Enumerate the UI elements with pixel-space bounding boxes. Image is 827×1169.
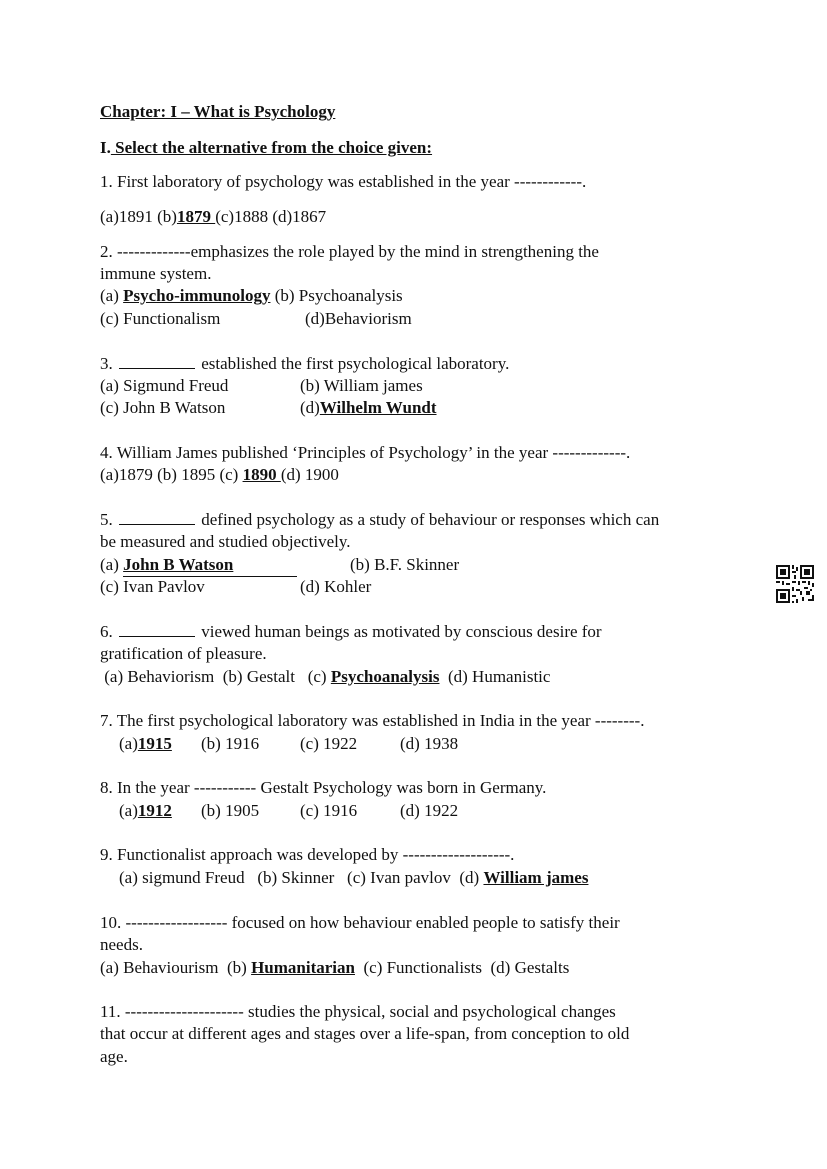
q9-answer: William james <box>483 868 589 887</box>
q10-options-post: (c) Functionalists (d) Gestalts <box>354 958 570 977</box>
q5-text: defined psychology as a study of behaviour or responses which can <box>197 510 660 529</box>
chapter-title: Chapter: I – What is Psychology <box>100 102 336 121</box>
q2-option-d: (d)Behaviorism <box>305 309 412 328</box>
question-6-options <box>100 666 550 688</box>
q7-option-a <box>119 733 172 755</box>
q6-text: viewed human beings as motivated by conscious desire for <box>197 622 602 641</box>
q6-blank-line <box>119 622 195 637</box>
q7-option-c: (c) 1922 <box>300 734 358 753</box>
q6-number: 6. <box>100 622 117 641</box>
q3-answer: Wilhelm Wundt <box>319 398 437 417</box>
q5-option-b: (b) B.F. Skinner <box>350 555 460 574</box>
question-9-options <box>119 867 588 889</box>
q5-number: 5. <box>100 510 117 529</box>
q3-option-c: (c) John B Watson <box>100 398 226 417</box>
question-6-text <box>100 621 602 643</box>
question-8-text: 8. In the year ----------- Gestalt Psychology was born in Germany. <box>100 778 547 797</box>
q3-d-label: (d) <box>300 398 320 417</box>
q6-options-post: (d) Humanistic <box>439 667 551 686</box>
question-11-line3: age. <box>100 1047 128 1066</box>
q3-option-b: (b) William james <box>300 376 423 395</box>
question-4-text: 4. William James published ‘Principles of Psychology’ in the year -------------. <box>100 443 631 462</box>
q1-answer: 1879 <box>176 207 216 226</box>
q6-options-pre: (a) Behaviorism (b) Gestalt (c) <box>100 667 331 686</box>
q3-number: 3. <box>100 354 117 373</box>
q8-option-a <box>119 800 172 822</box>
section-heading <box>100 137 432 159</box>
question-11-line2: that occur at different ages and stages over a life-span, from conception to old <box>100 1024 630 1043</box>
q10-options-pre: (a) Behaviourism (b) <box>100 958 252 977</box>
q5-blank-line <box>119 510 195 525</box>
q5-answer: John B Watson <box>123 554 297 577</box>
q8-a-label: (a) <box>119 801 138 820</box>
q3-text: established the first psychological laboratory. <box>197 354 510 373</box>
q3-blank-line <box>119 354 195 369</box>
q3-option-d <box>300 397 437 419</box>
q2-option-b: (b) Psychoanalysis <box>270 286 403 305</box>
q4-answer: 1890 <box>242 465 281 484</box>
section-title: Select the alternative from the choice given: <box>110 138 433 157</box>
q8-option-b: (b) 1905 <box>201 801 260 820</box>
section-roman: I. <box>100 138 111 157</box>
question-5-line2: be measured and studied objectively. <box>100 532 351 551</box>
q7-option-d: (d) 1938 <box>400 734 459 753</box>
question-1-options <box>100 206 326 228</box>
q5-option-a <box>100 554 297 577</box>
q1-options-pre: (a)1891 (b) <box>100 207 177 226</box>
question-10-line2: needs. <box>100 935 143 954</box>
q8-answer: 1912 <box>137 801 172 820</box>
question-6-line2: gratification of pleasure. <box>100 644 267 663</box>
q7-answer: 1915 <box>137 734 172 753</box>
question-10-options <box>100 957 569 979</box>
question-2-options-ab <box>100 285 403 307</box>
question-1-text: 1. First laboratory of psychology was established in the year ------------. <box>100 172 587 191</box>
question-11-line1: 11. --------------------- studies the physical, social and psychological changes <box>100 1002 616 1021</box>
question-10-line1: 10. ------------------ focused on how behaviour enabled people to satisfy their <box>100 913 620 932</box>
q10-answer: Humanitarian <box>251 958 355 977</box>
qr-code-icon <box>776 565 814 603</box>
q7-a-label: (a) <box>119 734 138 753</box>
q5-a-label: (a) <box>100 555 124 574</box>
q9-options-pre: (a) sigmund Freud (b) Skinner (c) Ivan pavlov (d) <box>119 868 484 887</box>
q8-option-d: (d) 1922 <box>400 801 459 820</box>
question-4-options <box>100 464 339 486</box>
q6-answer: Psychoanalysis <box>330 667 440 686</box>
q4-options-post: (d) 1900 <box>280 465 339 484</box>
q2-option-c: (c) Functionalism <box>100 309 221 328</box>
question-3-text <box>100 353 509 375</box>
q2-answer: Psycho-immunology <box>123 286 271 305</box>
q8-option-c: (c) 1916 <box>300 801 358 820</box>
question-7-text: 7. The first psychological laboratory was established in India in the year --------. <box>100 711 645 730</box>
q5-option-c: (c) Ivan Pavlov <box>100 577 205 596</box>
q5-option-d: (d) Kohler <box>300 577 372 596</box>
q3-option-a: (a) Sigmund Freud <box>100 376 229 395</box>
question-2-line1: 2. -------------emphasizes the role played by the mind in strengthening the <box>100 242 599 261</box>
q4-options-pre: (a)1879 (b) 1895 (c) <box>100 465 243 484</box>
question-5-text <box>100 509 659 531</box>
q2-a-label: (a) <box>100 286 124 305</box>
question-9-text: 9. Functionalist approach was developed by -------------------. <box>100 845 515 864</box>
question-2-line2: immune system. <box>100 264 212 283</box>
q7-option-b: (b) 1916 <box>201 734 260 753</box>
q1-options-post: (c)1888 (d)1867 <box>215 207 327 226</box>
